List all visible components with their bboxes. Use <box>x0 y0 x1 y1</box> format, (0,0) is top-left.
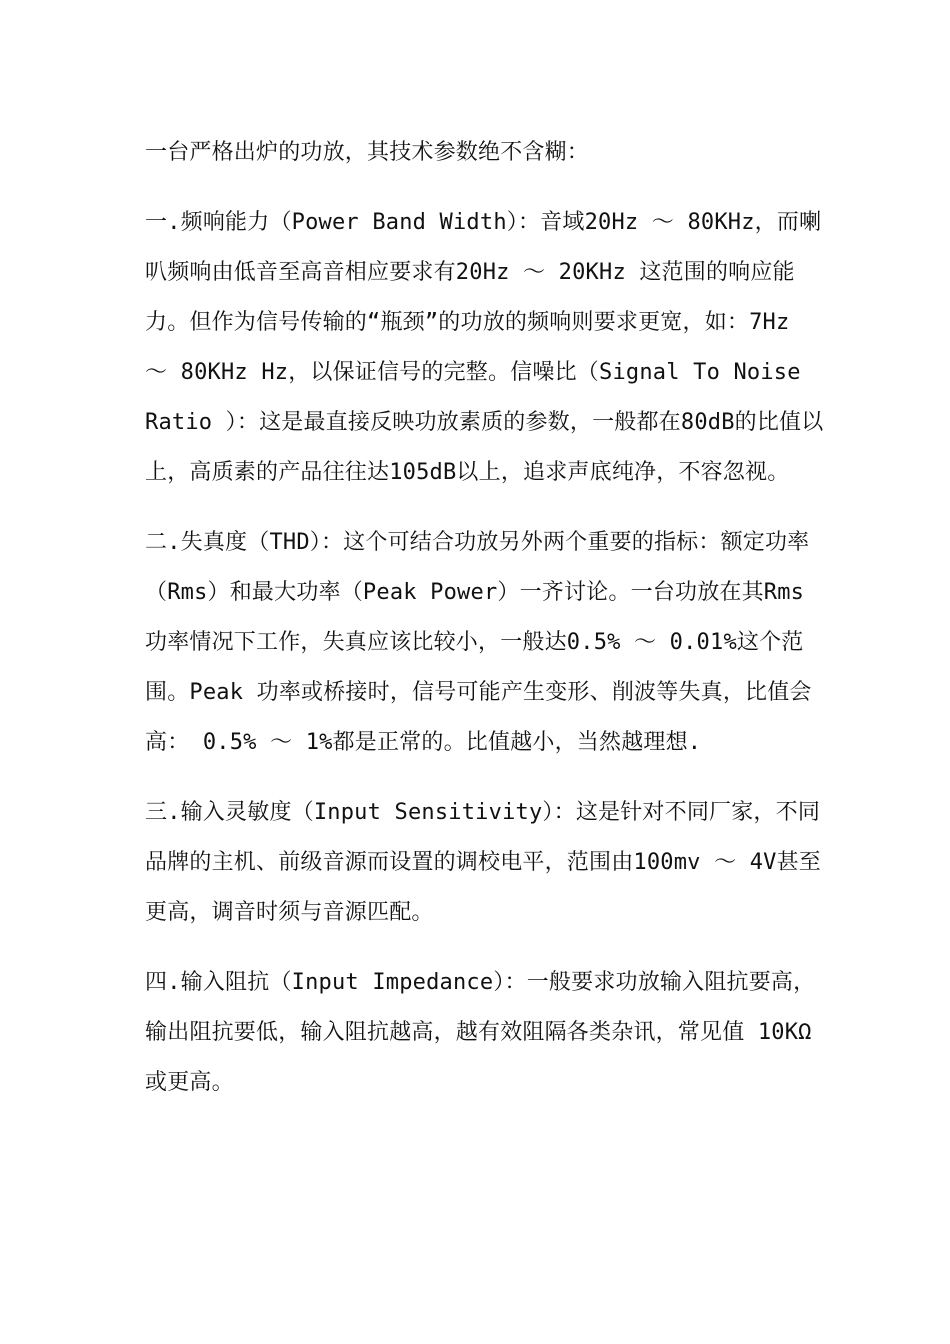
paragraph-spacer <box>145 178 825 198</box>
paragraph-spacer <box>145 938 825 958</box>
section-distortion: 二.失真度（THD）：这个可结合功放另外两个重要的指标：额定功率（Rms）和最大功率（Peak Power）一齐讨论。一台功放在其Rms功率情况下工作，失真应该比较小，一般达0.5% ～ 0.01%这个范围。Peak 功率或桥接时，信号可能产生变形、削波等失真，比值会高： 0.5% ～ 1%都是正常的。比值越小，当然越理想. <box>145 530 812 755</box>
section-frequency-response: 一.频响能力（Power Band Width）：音域20Hz ～ 80KHz，而喇叭频响由低音至高音相应要求有20Hz ～ 20KHz 这范围的响应能力。但作为信号传输的“瓶颈”的功放的频响则要求更宽，如：7Hz ～ 80KHz Hz，以保证信号的完整。信噪比（Signal To Noise Ratio ）：这是最直接反映功放素质的参数，一般都在80dB的比值以上，高质素的产品往往达105dB以上，追求声底纯净，不容忽视。 <box>145 210 824 485</box>
section-input-impedance: 四.输入阻抗（Input Impedance）：一般要求功放输入阻抗要高，输出阻抗要低，输入阻抗越高，越有效阻隔各类杂讯，常见值 10KΩ或更高。 <box>145 970 816 1095</box>
intro-paragraph: 一台严格出炉的功放，其技术参数绝不含糊： <box>145 140 590 165</box>
paragraph-spacer <box>145 768 825 788</box>
paragraph-spacer <box>145 498 825 518</box>
section-input-sensitivity: 三.输入灵敏度（Input Sensitivity）：这是针对不同厂家，不同品牌的主机、前级音源而设置的调校电平，范围由100mv ～ 4V甚至更高，调音时须与音源匹配。 <box>145 800 822 925</box>
document-page <box>145 128 825 1108</box>
